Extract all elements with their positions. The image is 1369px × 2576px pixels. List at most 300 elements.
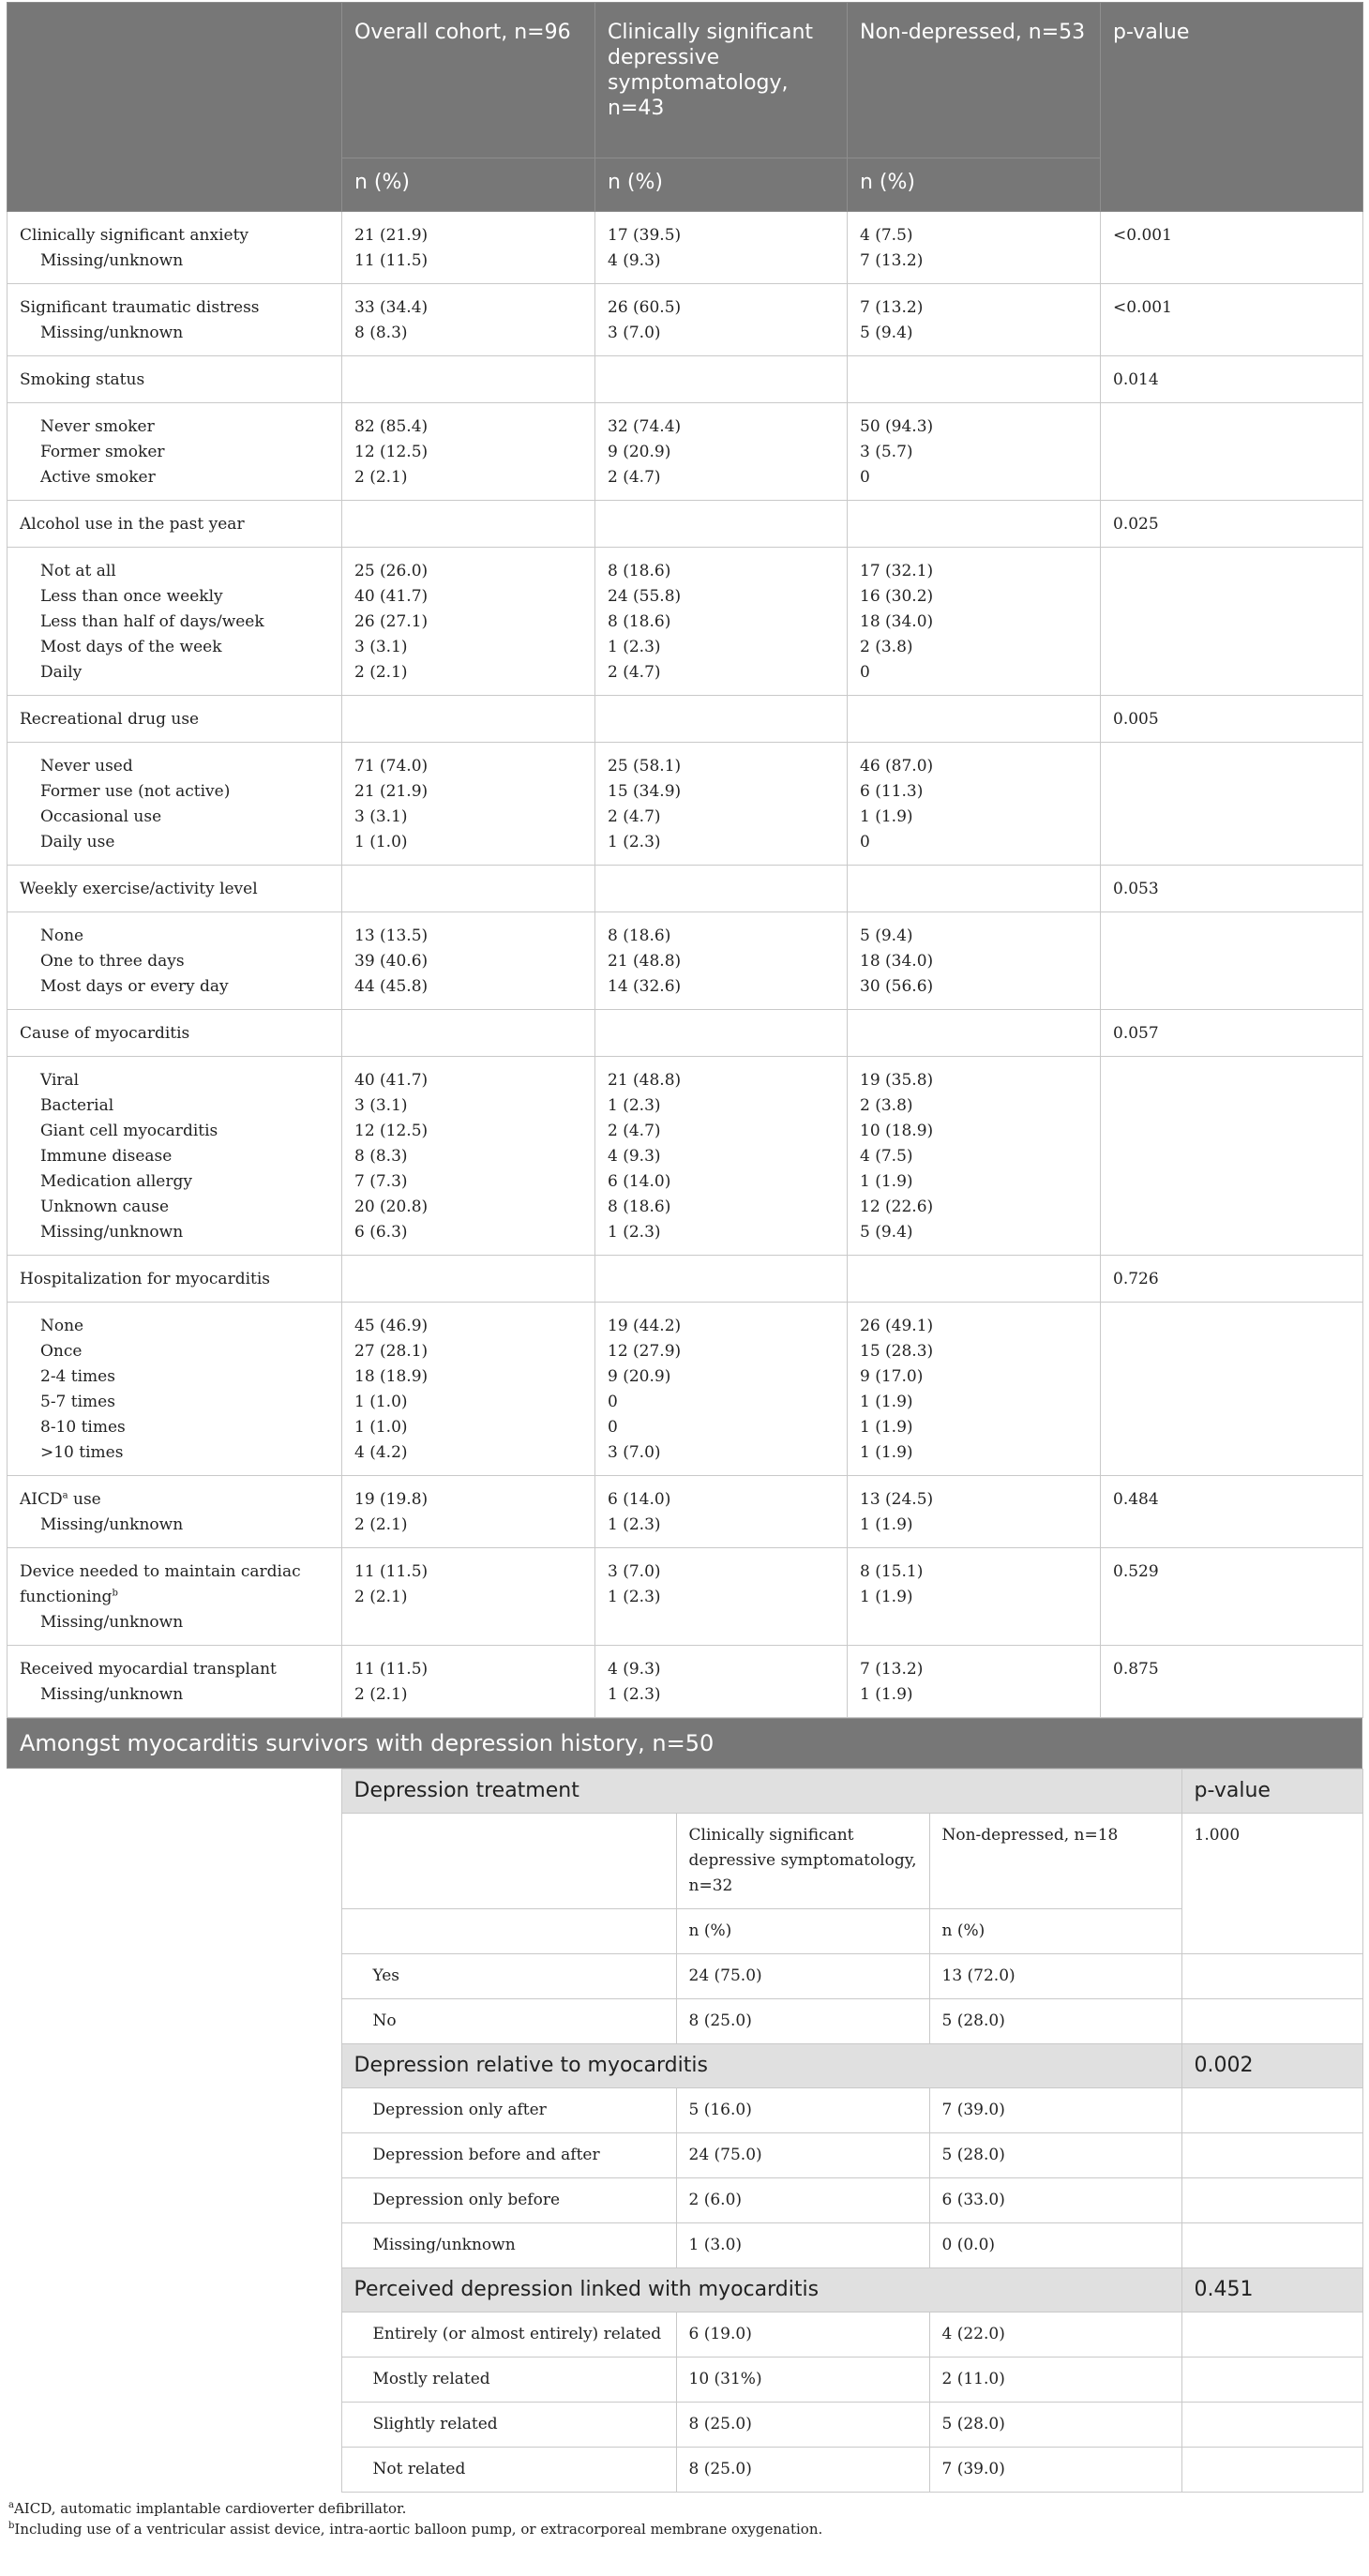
cell-value: 12 (12.5) — [354, 443, 429, 461]
cell-value: 8 (18.6) — [608, 1198, 671, 1216]
item-label: Immune disease — [40, 1147, 173, 1166]
cell-value: 12 (22.6) — [860, 1198, 934, 1216]
cell-value: 13 (72.0) — [929, 1954, 1181, 1999]
cell-value: 1 (1.9) — [860, 1443, 913, 1462]
cell-value: 3 (3.1) — [354, 807, 408, 826]
cell-value: 30 (56.6) — [860, 977, 934, 996]
p-value: 0.529 — [1101, 1548, 1363, 1646]
cell-values — [848, 1548, 1101, 1646]
empty-cell — [848, 1256, 1101, 1303]
empty-cell — [1181, 1999, 1362, 2044]
subgroup-band: Amongst myocarditis survivors with depression history, n=50 — [7, 1718, 1362, 1769]
p-value: 0.484 — [1101, 1476, 1363, 1548]
cell-value: 9 (20.9) — [608, 443, 671, 461]
cell-values — [595, 1646, 848, 1718]
cell-value: 26 (27.1) — [354, 612, 429, 631]
category-title: Weekly exercise/activity level — [8, 866, 342, 912]
empty-cell — [1101, 548, 1363, 696]
cell-value: 11 (11.5) — [354, 1562, 429, 1581]
cell-value: 2 (6.0) — [676, 2178, 929, 2223]
item-labels — [8, 743, 342, 866]
empty-cell — [7, 2448, 341, 2493]
cell-value: 20 (20.8) — [354, 1198, 429, 1216]
cell-value: 4 (7.5) — [860, 226, 913, 245]
cell-value: 18 (34.0) — [860, 952, 934, 971]
section-p-value: 0.002 — [1181, 2044, 1362, 2088]
cell-value: 1 (3.0) — [676, 2223, 929, 2268]
empty-cell — [7, 2133, 341, 2178]
cell-value: 82 (85.4) — [354, 417, 429, 436]
results-table-page — [7, 2, 1362, 2539]
cell-value: 0 — [608, 1393, 618, 1411]
item-label: Once — [40, 1342, 83, 1361]
category-items-row — [8, 548, 1363, 696]
header-unit: n (%) — [342, 158, 595, 212]
header-blank — [8, 3, 342, 212]
cell-value: 21 (21.9) — [354, 782, 429, 801]
cell-value: 2 (2.1) — [354, 1685, 408, 1704]
category-header-row — [8, 696, 1363, 743]
empty-cell — [342, 866, 595, 912]
cell-value: 3 (7.0) — [608, 324, 661, 342]
cell-value: 19 (35.8) — [860, 1071, 934, 1090]
cell-value: 0 — [860, 833, 870, 851]
cell-values — [595, 1476, 848, 1548]
empty-cell — [595, 696, 848, 743]
empty-cell — [1181, 1954, 1362, 1999]
cell-value: 1 (2.3) — [608, 638, 661, 656]
table-row — [7, 2403, 1362, 2448]
item-label: Former use (not active) — [40, 782, 231, 801]
row-label: Mostly related — [341, 2358, 676, 2403]
cell-value: 5 (28.0) — [929, 1999, 1181, 2044]
table-row — [7, 2312, 1362, 2358]
cell-value: 1 (1.9) — [860, 1515, 913, 1534]
item-values — [848, 548, 1101, 696]
row-label: Depression before and after — [341, 2133, 676, 2178]
cell-value: 24 (55.8) — [608, 587, 682, 606]
item-label: Active smoker — [40, 468, 156, 487]
p-value: 0.057 — [1101, 1010, 1363, 1057]
row-label-cell — [8, 1548, 342, 1646]
cell-value: 1 (2.3) — [608, 1588, 661, 1606]
item-values — [595, 1057, 848, 1256]
cell-value: 25 (26.0) — [354, 562, 429, 580]
cell-value: 0 — [608, 1418, 618, 1437]
cell-value: 5 (9.4) — [860, 926, 913, 945]
cell-value: 21 (48.8) — [608, 1071, 682, 1090]
empty-cell — [7, 2088, 341, 2133]
cell-value: 1 (1.9) — [860, 1588, 913, 1606]
category-title: Recreational drug use — [8, 696, 342, 743]
cell-value: 19 (19.8) — [354, 1490, 429, 1509]
item-label: 5-7 times — [40, 1393, 115, 1411]
cell-value: 5 (28.0) — [929, 2403, 1181, 2448]
cell-value: 8 (18.6) — [608, 562, 671, 580]
cell-value: 1 (1.9) — [860, 1685, 913, 1704]
cell-value: 3 (3.1) — [354, 1096, 408, 1115]
empty-cell — [1181, 2178, 1362, 2223]
cell-values — [342, 1548, 595, 1646]
p-value: <0.001 — [1101, 212, 1363, 284]
section-p-value: 0.451 — [1181, 2268, 1362, 2312]
empty-cell — [342, 356, 595, 403]
item-label: Most days or every day — [40, 977, 229, 996]
item-values — [342, 1303, 595, 1476]
empty-cell — [848, 501, 1101, 548]
section-title: Perceived depression linked with myocarditis — [341, 2268, 1181, 2312]
footnotes — [7, 2498, 1362, 2539]
empty-cell — [1181, 2312, 1362, 2358]
category-header-row — [8, 356, 1363, 403]
cell-value: 6 (14.0) — [608, 1490, 671, 1509]
cell-value: 2 (2.1) — [354, 1515, 408, 1534]
cell-value: 9 (20.9) — [608, 1367, 671, 1386]
item-label: Occasional use — [40, 807, 162, 826]
empty-cell — [1101, 912, 1363, 1010]
cell-value: 1 (1.0) — [354, 1393, 408, 1411]
cell-value: 19 (44.2) — [608, 1317, 682, 1335]
cell-value: 1 (2.3) — [608, 1223, 661, 1242]
table-row — [7, 1954, 1362, 1999]
cell-value: 44 (45.8) — [354, 977, 429, 996]
empty-cell — [1101, 403, 1363, 501]
item-values — [848, 912, 1101, 1010]
item-label: Never used — [40, 757, 133, 776]
empty-cell — [848, 866, 1101, 912]
cell-value: 2 (3.8) — [860, 1096, 913, 1115]
table-row — [7, 1999, 1362, 2044]
cell-value: 1 (2.3) — [608, 1685, 661, 1704]
section-header-row — [7, 2268, 1362, 2312]
empty-cell — [7, 1814, 341, 1909]
p-value: 0.726 — [1101, 1256, 1363, 1303]
category-title: Smoking status — [8, 356, 342, 403]
cell-value: 4 (9.3) — [608, 1660, 661, 1679]
table-row — [7, 2088, 1362, 2133]
row-label: Significant traumatic distress — [20, 298, 260, 317]
header-pvalue: p-value — [1101, 3, 1363, 212]
cell-value: 7 (39.0) — [929, 2088, 1181, 2133]
section-header-row — [7, 1770, 1362, 1814]
empty-cell — [595, 501, 848, 548]
cell-value: 2 (2.1) — [354, 663, 408, 682]
item-values — [342, 548, 595, 696]
empty-cell — [1181, 2403, 1362, 2448]
empty-cell — [595, 1010, 848, 1057]
cohort-table — [7, 2, 1363, 1718]
row-label: Not related — [341, 2448, 676, 2493]
cell-value: 13 (24.5) — [860, 1490, 934, 1509]
row-sublabel: Missing/unknown — [40, 1613, 184, 1632]
cell-value: 17 (32.1) — [860, 562, 934, 580]
empty-cell — [1181, 2358, 1362, 2403]
cell-value: 14 (32.6) — [608, 977, 682, 996]
empty-cell — [1101, 743, 1363, 866]
cell-value: 3 (7.0) — [608, 1562, 661, 1581]
item-label: 2-4 times — [40, 1367, 115, 1386]
empty-cell — [7, 2403, 341, 2448]
empty-cell — [1101, 1303, 1363, 1476]
cell-value: 46 (87.0) — [860, 757, 934, 776]
p-value: <0.001 — [1101, 284, 1363, 356]
cell-value: 26 (49.1) — [860, 1317, 934, 1335]
item-values — [342, 403, 595, 501]
header-depressed: Clinically significant depressive symptomatology, n=32 — [676, 1814, 929, 1909]
cell-value: 10 (18.9) — [860, 1122, 934, 1140]
item-label: Daily use — [40, 833, 115, 851]
cell-values — [848, 1646, 1101, 1718]
cell-value: 26 (60.5) — [608, 298, 682, 317]
empty-cell — [7, 1999, 341, 2044]
category-items-row — [8, 403, 1363, 501]
category-items-row — [8, 1057, 1363, 1256]
empty-cell — [848, 356, 1101, 403]
cell-value: 0 (0.0) — [929, 2223, 1181, 2268]
cell-value: 1 (2.3) — [608, 1096, 661, 1115]
item-labels — [8, 912, 342, 1010]
cell-value: 21 (21.9) — [354, 226, 429, 245]
item-values — [848, 1303, 1101, 1476]
item-values — [342, 912, 595, 1010]
row-sublabel: Missing/unknown — [40, 1685, 184, 1704]
empty-cell — [7, 2178, 341, 2223]
cell-value: 17 (39.5) — [608, 226, 682, 245]
item-label: None — [40, 926, 84, 945]
cell-value: 2 (11.0) — [929, 2358, 1181, 2403]
cell-value: 5 (16.0) — [676, 2088, 929, 2133]
cell-value: 1 (1.0) — [354, 833, 408, 851]
row-label: Missing/unknown — [341, 2223, 676, 2268]
empty-cell — [7, 2268, 341, 2312]
item-label: Viral — [40, 1071, 80, 1090]
header-unit: n (%) — [595, 158, 848, 212]
cell-values — [342, 1476, 595, 1548]
p-value: 0.053 — [1101, 866, 1363, 912]
cell-value: 11 (11.5) — [354, 251, 429, 270]
table-row — [8, 212, 1363, 284]
header-unit: n (%) — [676, 1909, 929, 1954]
empty-cell — [7, 2358, 341, 2403]
cell-value: 8 (8.3) — [354, 1147, 408, 1166]
table-row — [8, 1646, 1363, 1718]
cell-value: 7 (39.0) — [929, 2448, 1181, 2493]
cell-value: 16 (30.2) — [860, 587, 934, 606]
item-values — [595, 912, 848, 1010]
item-label: Never smoker — [40, 417, 155, 436]
item-label: Less than once weekly — [40, 587, 223, 606]
empty-cell — [7, 1954, 341, 1999]
cell-value: 25 (58.1) — [608, 757, 682, 776]
cell-value: 18 (18.9) — [354, 1367, 429, 1386]
category-items-row — [8, 912, 1363, 1010]
cell-value: 8 (25.0) — [676, 2448, 929, 2493]
row-label: Slightly related — [341, 2403, 676, 2448]
row-label: Device needed to maintain cardiac functioning — [20, 1562, 301, 1606]
empty-cell — [7, 2044, 341, 2088]
cell-value: 18 (34.0) — [860, 612, 934, 631]
cell-value: 2 (4.7) — [608, 663, 661, 682]
cell-value: 2 (2.1) — [354, 468, 408, 487]
cell-value: 8 (25.0) — [676, 1999, 929, 2044]
row-label: Depression only after — [341, 2088, 676, 2133]
empty-cell — [848, 696, 1101, 743]
footnote-marker: b — [112, 1588, 118, 1599]
cell-value: 9 (17.0) — [860, 1367, 924, 1386]
category-title: Cause of myocarditis — [8, 1010, 342, 1057]
item-values — [595, 548, 848, 696]
item-labels — [8, 548, 342, 696]
section-title: Depression treatment — [341, 1770, 1181, 1814]
row-label: Entirely (or almost entirely) related — [341, 2312, 676, 2358]
item-values — [342, 743, 595, 866]
cell-value: 71 (74.0) — [354, 757, 429, 776]
row-label: No — [341, 1999, 676, 2044]
cell-value: 1 (1.0) — [354, 1418, 408, 1437]
empty-cell — [342, 1010, 595, 1057]
cell-value: 3 (7.0) — [608, 1443, 661, 1462]
cell-value: 0 — [860, 663, 870, 682]
row-label: AICD — [20, 1490, 63, 1509]
cell-value: 1 (1.9) — [860, 1418, 913, 1437]
cell-value: 21 (48.8) — [608, 952, 682, 971]
row-label: Yes — [341, 1954, 676, 1999]
cell-value: 8 (8.3) — [354, 324, 408, 342]
cell-value: 1 (1.9) — [860, 807, 913, 826]
header-nondepressed: Non-depressed, n=53 — [848, 3, 1101, 158]
empty-cell — [595, 356, 848, 403]
category-header-row — [8, 866, 1363, 912]
item-labels — [8, 403, 342, 501]
cell-value: 7 (13.2) — [860, 251, 924, 270]
table-row — [8, 1476, 1363, 1548]
cell-value: 32 (74.4) — [608, 417, 682, 436]
cell-value: 7 (7.3) — [354, 1172, 408, 1191]
row-label-suffix: use — [68, 1490, 101, 1509]
cell-value: 8 (15.1) — [860, 1562, 924, 1581]
table-row — [7, 2178, 1362, 2223]
table-row — [7, 2358, 1362, 2403]
category-items-row — [8, 743, 1363, 866]
table-row — [7, 2223, 1362, 2268]
cell-value: 6 (19.0) — [676, 2312, 929, 2358]
p-value: 0.014 — [1101, 356, 1363, 403]
cell-value: 5 (9.4) — [860, 324, 913, 342]
cell-value: 8 (18.6) — [608, 612, 671, 631]
item-label: Giant cell myocarditis — [40, 1122, 218, 1140]
cell-value: 15 (34.9) — [608, 782, 682, 801]
table-row — [7, 2133, 1362, 2178]
cell-value: 40 (41.7) — [354, 587, 429, 606]
item-label: 8-10 times — [40, 1418, 126, 1437]
header-unit: n (%) — [848, 158, 1101, 212]
cell-value: 27 (28.1) — [354, 1342, 429, 1361]
empty-cell — [342, 696, 595, 743]
cell-value: 45 (46.9) — [354, 1317, 429, 1335]
item-values — [848, 743, 1101, 866]
item-label: Most days of the week — [40, 638, 222, 656]
empty-cell — [7, 1770, 341, 1814]
row-sublabel: Missing/unknown — [40, 251, 184, 270]
cell-value: 2 (2.1) — [354, 1588, 408, 1606]
empty-cell — [1181, 2448, 1362, 2493]
item-label: Former smoker — [40, 443, 165, 461]
item-values — [848, 403, 1101, 501]
cell-value: 11 (11.5) — [354, 1660, 429, 1679]
cell-value: 33 (34.4) — [354, 298, 429, 317]
header-overall: Overall cohort, n=96 — [342, 3, 595, 158]
cell-value: 8 (18.6) — [608, 926, 671, 945]
cell-value: 24 (75.0) — [676, 1954, 929, 1999]
cell-value: 1 (2.3) — [608, 1515, 661, 1534]
item-values — [848, 1057, 1101, 1256]
footnote: $^b$Including use of a ventricular assist device, intra-aortic balloon pump, or extracorporeal membrane oxygenation. — [8, 2521, 823, 2538]
empty-cell — [595, 1256, 848, 1303]
header-depressed: Clinically significant depressive symptomatology, n=43 — [595, 3, 848, 158]
cell-value: 4 (4.2) — [354, 1443, 408, 1462]
unit-row — [7, 1909, 1362, 1954]
table-row — [7, 2448, 1362, 2493]
cell-value: 6 (6.3) — [354, 1223, 408, 1242]
cell-value: 8 (25.0) — [676, 2403, 929, 2448]
cell-value: 1 (1.9) — [860, 1393, 913, 1411]
row-sublabel: Missing/unknown — [40, 324, 184, 342]
item-label: One to three days — [40, 952, 185, 971]
cell-values — [848, 1476, 1101, 1548]
section-header-row — [7, 2044, 1362, 2088]
p-value: 1.000 — [1181, 1814, 1362, 1954]
category-header-row — [8, 501, 1363, 548]
cell-values — [595, 1548, 848, 1646]
item-values — [595, 743, 848, 866]
item-values — [595, 403, 848, 501]
item-label: None — [40, 1317, 84, 1335]
empty-cell — [7, 2312, 341, 2358]
row-label: Depression only before — [341, 2178, 676, 2223]
subheader-row — [7, 1814, 1362, 1909]
subgroup-table — [7, 1769, 1363, 2493]
cell-value: 0 — [860, 468, 870, 487]
empty-cell — [1181, 2133, 1362, 2178]
item-label: Not at all — [40, 562, 116, 580]
item-label: Less than half of days/week — [40, 612, 264, 631]
empty-cell — [342, 501, 595, 548]
cell-value: 4 (7.5) — [860, 1147, 913, 1166]
p-value: 0.025 — [1101, 501, 1363, 548]
category-header-row — [8, 1256, 1363, 1303]
cell-value: 4 (9.3) — [608, 251, 661, 270]
cell-value: 12 (12.5) — [354, 1122, 429, 1140]
item-values — [595, 1303, 848, 1476]
empty-cell — [848, 1010, 1101, 1057]
table-row — [8, 284, 1363, 356]
row-label: Received myocardial transplant — [20, 1660, 277, 1679]
category-title: Hospitalization for myocarditis — [8, 1256, 342, 1303]
footnote: $^a$AICD, automatic implantable cardioverter defibrillator. — [8, 2500, 407, 2517]
cell-value: 3 (3.1) — [354, 638, 408, 656]
cell-value: 1 (1.9) — [860, 1172, 913, 1191]
cell-value: 12 (27.9) — [608, 1342, 682, 1361]
cell-value: 15 (28.3) — [860, 1342, 934, 1361]
p-value: 0.005 — [1101, 696, 1363, 743]
category-title: Alcohol use in the past year — [8, 501, 342, 548]
p-value: 0.875 — [1101, 1646, 1363, 1718]
cell-value: 7 (13.2) — [860, 298, 924, 317]
empty-cell — [341, 1814, 676, 1909]
item-label: >10 times — [40, 1443, 124, 1462]
row-label-cell — [8, 1646, 342, 1718]
cell-value: 6 (14.0) — [608, 1172, 671, 1191]
